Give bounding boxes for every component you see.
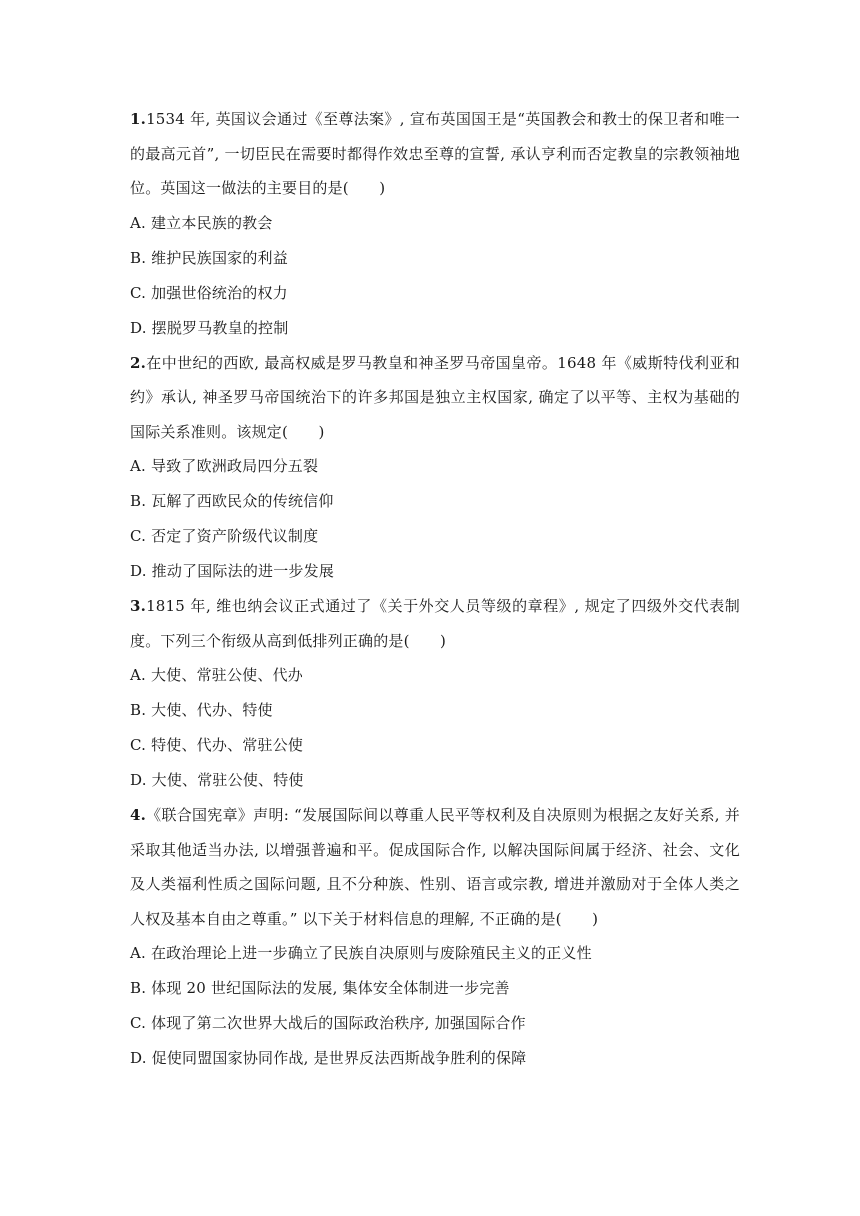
- option-a: A. 导致了欧洲政局四分五裂: [130, 457, 319, 475]
- question-text: 在中世纪的西欧, 最高权威是罗马教皇和神圣罗马帝国皇帝。1648 年《威斯特伐利亚和约》承认, 神圣罗马帝国统治下的许多邦国是独立主权国家, 确定了以平等、主权为基础的国际关系准则。该规定( ): [130, 353, 740, 441]
- option-c: C. 否定了资产阶级代议制度: [130, 527, 319, 545]
- question-number: 1.: [130, 110, 147, 128]
- question-1: [130, 102, 740, 346]
- option-c: C. 加强世俗统治的权力: [130, 283, 288, 302]
- question-number: 3.: [130, 597, 147, 615]
- question-text: 1534 年, 英国议会通过《至尊法案》, 宣布英国国王是“英国教会和教士的保卫者和唯一的最高元首”, 一切臣民在需要时都得作效忠至尊的宣誓, 承认亨利而否定教皇的宗教领袖地位。英国这一做法的主要目的是( ): [130, 110, 740, 197]
- question-2: [130, 346, 740, 590]
- option-a: A. 建立本民族的教会: [130, 213, 273, 232]
- question-stem: [130, 102, 740, 206]
- option-b: B. 体现 20 世纪国际法的发展, 集体安全体制进一步完善: [130, 979, 510, 997]
- option-c: C. 体现了第二次世界大战后的国际政治秩序, 加强国际合作: [130, 1014, 526, 1032]
- question-stem: [130, 589, 740, 658]
- option-d: D. 推动了国际法的进一步发展: [130, 562, 335, 580]
- question-stem: [130, 798, 740, 936]
- option-b: B. 维护民族国家的利益: [130, 248, 288, 267]
- option-a: A. 在政治理论上进一步确立了民族自决原则与废除殖民主义的正义性: [130, 944, 592, 962]
- option-b: B. 瓦解了西欧民众的传统信仰: [130, 492, 334, 510]
- question-number: 2.: [130, 353, 147, 372]
- question-text: 1815 年, 维也纳会议正式通过了《关于外交人员等级的章程》, 规定了四级外交代表制度。下列三个衔级从高到低排列正确的是( ): [130, 597, 740, 650]
- option-d: D. 大使、常驻公使、特使: [130, 771, 304, 789]
- option-b: B. 大使、代办、特使: [130, 701, 273, 719]
- document-page: [130, 102, 740, 1076]
- question-stem: [130, 346, 740, 450]
- option-d: D. 摆脱罗马教皇的控制: [130, 318, 289, 337]
- option-a: A. 大使、常驻公使、代办: [130, 666, 303, 684]
- question-4: [130, 798, 740, 1076]
- question-number: 4.: [130, 806, 147, 824]
- option-d: D. 促使同盟国家协同作战, 是世界反法西斯战争胜利的保障: [130, 1049, 527, 1067]
- question-3: [130, 589, 740, 798]
- option-c: C. 特使、代办、常驻公使: [130, 736, 304, 754]
- question-text: 《联合国宪章》声明: “发展国际间以尊重人民平等权利及自决原则为根据之友好关系, 并采取其他适当办法, 以增强普遍和平。促成国际合作, 以解决国际间属于经济、社会、文化及人类福利性质之国际问题, 且不分种族、性别、语言或宗教, 增进并激励对于全体人类之人权及基本自由之尊重。” 以下关于材料信息的理解, 不正确的是( ): [130, 806, 740, 928]
